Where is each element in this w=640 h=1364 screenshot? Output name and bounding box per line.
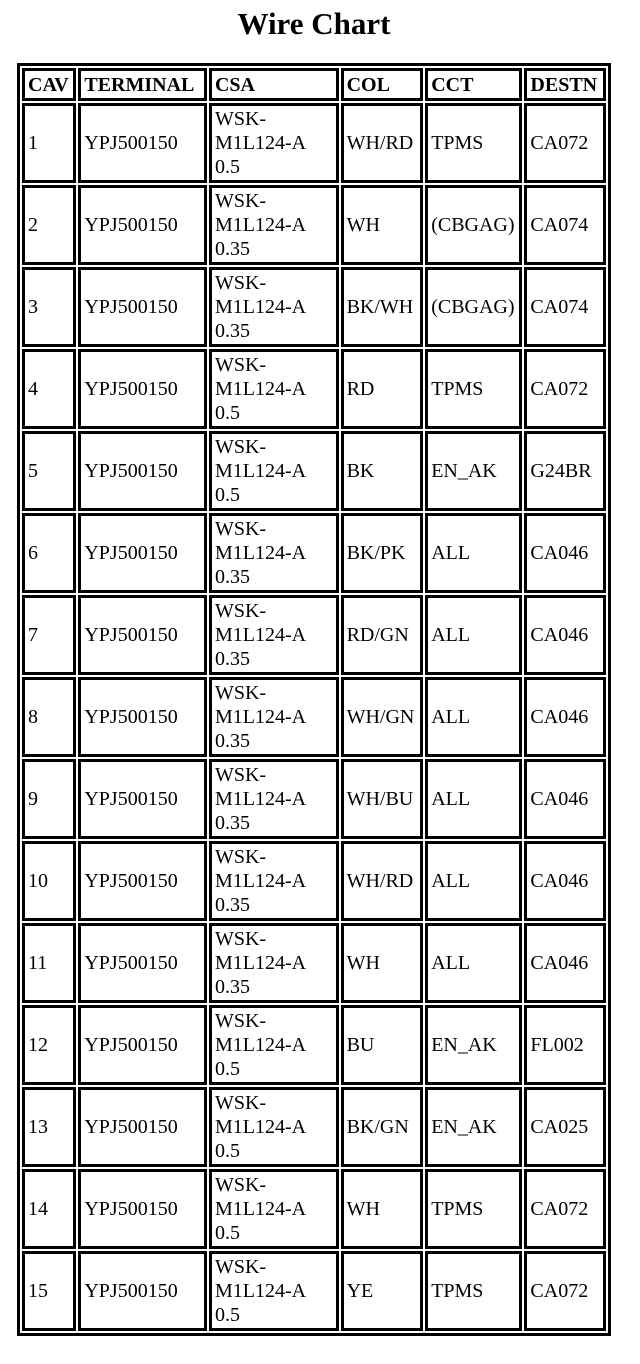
cell-destn: G24BR — [524, 431, 606, 511]
cell-csa — [209, 103, 339, 183]
cell-destn: CA046 — [524, 923, 606, 1003]
table-row — [22, 1251, 606, 1331]
cell-terminal: YPJ500150 — [78, 513, 207, 593]
cell-terminal: YPJ500150 — [78, 1169, 207, 1249]
csa-line: 0.35 — [214, 976, 250, 998]
csa-line: WSK- — [214, 928, 267, 950]
table-row — [22, 759, 606, 839]
cell-terminal: YPJ500150 — [78, 267, 207, 347]
cell-terminal: YPJ500150 — [78, 759, 207, 839]
cell-terminal: YPJ500150 — [78, 923, 207, 1003]
csa-line: M1L124-A — [214, 132, 307, 154]
cell-cav: 6 — [22, 513, 76, 593]
cell-csa — [209, 841, 339, 921]
cell-csa — [209, 1087, 339, 1167]
csa-line: 0.35 — [214, 730, 250, 752]
cell-terminal: YPJ500150 — [78, 1087, 207, 1167]
cell-col: WH/GN — [341, 677, 424, 757]
cell-col: WH/RD — [341, 103, 424, 183]
cell-cav: 5 — [22, 431, 76, 511]
column-header-terminal: TERMINAL — [78, 68, 207, 101]
csa-line: WSK- — [214, 436, 267, 458]
cell-destn: CA072 — [524, 1251, 606, 1331]
csa-line: 0.35 — [214, 238, 250, 260]
cell-csa — [209, 513, 339, 593]
cell-cav: 1 — [22, 103, 76, 183]
table-body — [22, 103, 606, 1331]
cell-csa — [209, 677, 339, 757]
cell-col: WH/RD — [341, 841, 424, 921]
csa-line: M1L124-A — [214, 1034, 307, 1056]
csa-line: 0.35 — [214, 566, 250, 588]
cell-col: RD — [341, 349, 424, 429]
csa-line: M1L124-A — [214, 788, 307, 810]
cell-terminal: YPJ500150 — [78, 103, 207, 183]
csa-line: M1L124-A — [214, 870, 307, 892]
table-row — [22, 1005, 606, 1085]
csa-line: 0.5 — [214, 1304, 240, 1326]
table-header-row — [22, 68, 606, 101]
csa-line: 0.5 — [214, 484, 240, 506]
cell-cct: ALL — [425, 513, 522, 593]
cell-cct: EN_AK — [425, 431, 522, 511]
column-header-destn: DESTN — [524, 68, 606, 101]
cell-terminal: YPJ500150 — [78, 431, 207, 511]
csa-line: M1L124-A — [214, 624, 307, 646]
csa-line: 0.35 — [214, 320, 250, 342]
csa-line: WSK- — [214, 600, 267, 622]
cell-col: BU — [341, 1005, 424, 1085]
table-row — [22, 677, 606, 757]
cell-csa — [209, 759, 339, 839]
cell-csa — [209, 1005, 339, 1085]
cell-csa — [209, 267, 339, 347]
csa-line: WSK- — [214, 518, 267, 540]
cell-terminal: YPJ500150 — [78, 677, 207, 757]
csa-line: M1L124-A — [214, 378, 307, 400]
cell-col: YE — [341, 1251, 424, 1331]
cell-destn: CA046 — [524, 841, 606, 921]
cell-col: WH/BU — [341, 759, 424, 839]
csa-line: 0.5 — [214, 1140, 240, 1162]
csa-line: WSK- — [214, 1010, 267, 1032]
csa-line: WSK- — [214, 1174, 267, 1196]
column-header-cav: CAV — [22, 68, 76, 101]
csa-line: WSK- — [214, 682, 267, 704]
cell-cct: ALL — [425, 841, 522, 921]
cell-csa — [209, 349, 339, 429]
column-header-cct: CCT — [425, 68, 522, 101]
cell-cct: (CBGAG) — [425, 267, 522, 347]
cell-cct: (CBGAG) — [425, 185, 522, 265]
cell-csa — [209, 923, 339, 1003]
table-row — [22, 923, 606, 1003]
cell-destn: CA074 — [524, 185, 606, 265]
cell-cav: 4 — [22, 349, 76, 429]
csa-line: WSK- — [214, 108, 267, 130]
csa-line: WSK- — [214, 846, 267, 868]
cell-cav: 12 — [22, 1005, 76, 1085]
cell-cav: 13 — [22, 1087, 76, 1167]
table-row — [22, 349, 606, 429]
page-title: Wire Chart — [237, 6, 391, 41]
cell-destn: CA046 — [524, 759, 606, 839]
column-header-csa: CSA — [209, 68, 339, 101]
cell-cav: 8 — [22, 677, 76, 757]
csa-line: 0.5 — [214, 1058, 240, 1080]
cell-col: BK/PK — [341, 513, 424, 593]
cell-terminal: YPJ500150 — [78, 841, 207, 921]
cell-terminal: YPJ500150 — [78, 595, 207, 675]
cell-cav: 9 — [22, 759, 76, 839]
csa-line: WSK- — [214, 1092, 267, 1114]
cell-cav: 11 — [22, 923, 76, 1003]
cell-cav: 14 — [22, 1169, 76, 1249]
cell-col: BK/WH — [341, 267, 424, 347]
cell-col: WH — [341, 923, 424, 1003]
csa-line: M1L124-A — [214, 296, 307, 318]
csa-line: M1L124-A — [214, 1198, 307, 1220]
cell-cct: EN_AK — [425, 1005, 522, 1085]
csa-line: M1L124-A — [214, 1116, 307, 1138]
table-row — [22, 103, 606, 183]
cell-cct: ALL — [425, 595, 522, 675]
table-row — [22, 513, 606, 593]
csa-line: M1L124-A — [214, 542, 307, 564]
cell-cct: TPMS — [425, 103, 522, 183]
cell-destn: CA072 — [524, 349, 606, 429]
cell-cct: TPMS — [425, 349, 522, 429]
cell-terminal: YPJ500150 — [78, 1005, 207, 1085]
cell-cav: 3 — [22, 267, 76, 347]
csa-line: WSK- — [214, 190, 267, 212]
csa-line: 0.35 — [214, 648, 250, 670]
csa-line: M1L124-A — [214, 1280, 307, 1302]
cell-destn: FL002 — [524, 1005, 606, 1085]
cell-col: BK/GN — [341, 1087, 424, 1167]
cell-cav: 7 — [22, 595, 76, 675]
table-row — [22, 267, 606, 347]
cell-cav: 15 — [22, 1251, 76, 1331]
cell-cct: ALL — [425, 677, 522, 757]
csa-line: 0.35 — [214, 894, 250, 916]
csa-line: M1L124-A — [214, 460, 307, 482]
csa-line: 0.5 — [214, 156, 240, 178]
cell-csa — [209, 185, 339, 265]
table-row — [22, 1169, 606, 1249]
cell-cct: TPMS — [425, 1251, 522, 1331]
cell-csa — [209, 595, 339, 675]
cell-csa — [209, 1169, 339, 1249]
table-row — [22, 185, 606, 265]
cell-destn: CA074 — [524, 267, 606, 347]
cell-destn: CA046 — [524, 513, 606, 593]
cell-destn: CA072 — [524, 1169, 606, 1249]
cell-cav: 10 — [22, 841, 76, 921]
csa-line: 0.5 — [214, 1222, 240, 1244]
cell-col: WH — [341, 1169, 424, 1249]
cell-cct: TPMS — [425, 1169, 522, 1249]
table-row — [22, 841, 606, 921]
wire-chart-table — [17, 63, 611, 1336]
cell-col: RD/GN — [341, 595, 424, 675]
cell-terminal: YPJ500150 — [78, 1251, 207, 1331]
cell-terminal: YPJ500150 — [78, 185, 207, 265]
cell-cct: ALL — [425, 759, 522, 839]
csa-line: 0.35 — [214, 812, 250, 834]
csa-line: 0.5 — [214, 402, 240, 424]
cell-col: WH — [341, 185, 424, 265]
csa-line: WSK- — [214, 764, 267, 786]
csa-line: M1L124-A — [214, 706, 307, 728]
column-header-col: COL — [341, 68, 424, 101]
csa-line: WSK- — [214, 272, 267, 294]
cell-destn: CA072 — [524, 103, 606, 183]
cell-terminal: YPJ500150 — [78, 349, 207, 429]
cell-destn: CA046 — [524, 595, 606, 675]
cell-col: BK — [341, 431, 424, 511]
cell-destn: CA046 — [524, 677, 606, 757]
cell-cct: ALL — [425, 923, 522, 1003]
table-row — [22, 595, 606, 675]
cell-csa — [209, 431, 339, 511]
cell-csa — [209, 1251, 339, 1331]
csa-line: WSK- — [214, 1256, 267, 1278]
table-row — [22, 431, 606, 511]
cell-cct: EN_AK — [425, 1087, 522, 1167]
csa-line: M1L124-A — [214, 214, 307, 236]
csa-line: M1L124-A — [214, 952, 307, 974]
csa-line: WSK- — [214, 354, 267, 376]
cell-cav: 2 — [22, 185, 76, 265]
cell-destn: CA025 — [524, 1087, 606, 1167]
table-row — [22, 1087, 606, 1167]
